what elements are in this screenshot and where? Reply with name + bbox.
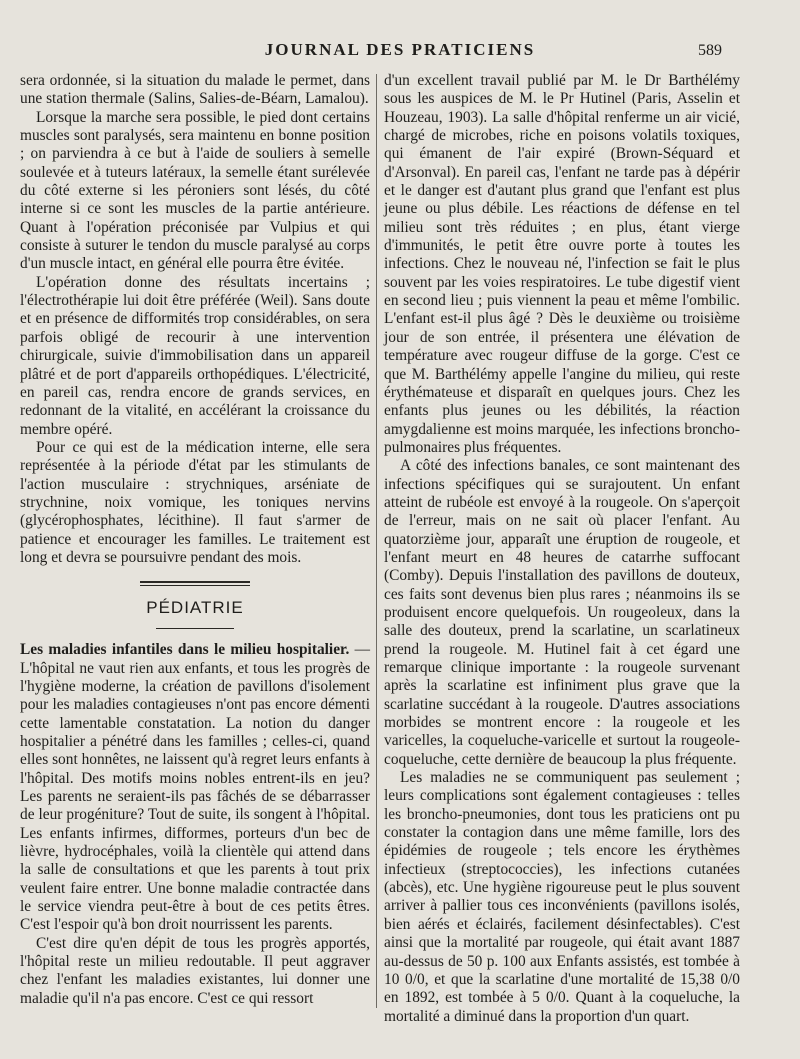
article-title: Les maladies infantiles dans le milieu hospitalier. [20, 641, 350, 659]
section-single-rule [156, 628, 234, 629]
section-double-rule [140, 581, 250, 586]
column-divider [376, 74, 377, 1008]
paragraph: Lorsque la marche sera possible, le pied dont certains muscles sont paralysés, sera maintenu en bonne position ; on parviendra à ce but à l'aide de souliers à semelle soulevée et à tuteurs latéraux, la semelle étant surélevée du côté externe si les péroniers sont lésés, du côté interne si ce sont les muscles de la partie antérieure. Quant à l'opération préconisée par Vulpius et qui consiste à suturer le tendon du muscle paralysé au corps d'un muscle intact, en général elle pourra être évitée. [20, 108, 370, 273]
paragraph: C'est dire qu'en dépit de tous les progrès apportés, l'hôpital reste un milieu redoutable. Il peut aggraver chez l'enfant les maladies existantes, lui donner une maladie qu'il n'a pas encore. C'est ce qui ressort [20, 934, 370, 1007]
paragraph: L'opération donne des résultats incertains ; l'électrothérapie lui doit être préférée (Weil). Sans doute et en présence de difformités trop considérables, on sera parfois obligé de recourir à une intervention chirurgicale, suivie d'immobilisation dans un appareil plâtré et de port d'appareils orthopédiques. L'électricité, en pareil cas, rendra encore de grands services, en redonnant de la vitalité, en accélérant la croissance du membre opéré. [20, 273, 370, 438]
running-head [0, 40, 800, 66]
paragraph: Pour ce qui est de la médication interne, elle sera représentée à la période d'état par les stimulants de l'action musculaire : strychniques, arséniate de strychnine, noix vomique, les toniques nervins (glycérophosphates, lécithine). Il faut s'armer de patience et encourager les familles. Le traitement est long et devra se poursuivre pendant des mois. [20, 438, 370, 566]
paragraph: Les maladies ne se communiquent pas seulement ; leurs complications sont également contagieuses : telles les broncho-pneumonies, dont tous les praticiens ont pu constater la contagion dans une même famille, lors des épidémies de rougeole ; tels encore les érythèmes infectieux (streptococcies), les infections cutanées (abcès), etc. Une hygiène rigoureuse peut le plus souvent arriver à pallier tous ces inconvénients (pavillons isolés, bien aérés et éclairés, facilement désinfectables). C'est ainsi que la mortalité par rougeole, qui était avant 1887 au-dessus de 50 p. 100 aux Enfants assistés, est tombée à 10 0/0, et que la scarlatine d'une mortalité de 15,38 0/0 en 1892, est tombée à 5 0/0. Quant à la coqueluche, la mortalité a diminué dans la proportion d'un quart. [384, 769, 740, 1025]
left-column [20, 72, 370, 1008]
section-heading-block [20, 581, 370, 629]
right-column [384, 72, 740, 1026]
article-first-paragraph [20, 641, 370, 935]
journal-title: JOURNAL DES PRATICIENS [264, 40, 536, 59]
article-text: — L'hôpital ne vaut rien aux enfants, et tous les progrès de l'hygiène moderne, la création de pavillons d'isolement pour les maladies contagieuses n'ont pas encore démenti cette lamentable constatation. La notion du danger hospitalier a pénétré dans les familles ; celles-ci, quand elles sont honnêtes, ne laissent qu'à regret leurs enfants à l'hôpital. Des motifs moins nobles entrent-ils en jeu? Les parents ne seraient-ils pas fâchés de se débarrasser de leur progéniture? Tout de suite, ils songent à l'hôpital. Les enfants infirmes, difformes, porteurs d'un bec de lièvre, hydrocéphales, voilà la clientèle qui attend dans la salle de consultations et que les parents à tout prix veulent faire entrer. Une bonne maladie contractée dans le service viendra peut-être à bout de ces petits êtres. C'est l'espoir qu'à bon droit nourrissent les parents. [20, 641, 370, 934]
section-title: PÉDIATRIE [146, 598, 244, 618]
paragraph: sera ordonnée, si la situation du malade le permet, dans une station thermale (Salins, Salies-de-Béarn, Lamalou). [20, 72, 370, 108]
paragraph: d'un excellent travail publié par M. le Dr Barthélémy sous les auspices de M. le Pr Hutinel (Paris, Asselin et Houzeau, 1903). La salle d'hôpital renferme un air vicié, chargé de microbes, riche en poisons volatils toxiques, qui émanent de l'air expiré (Brown-Séquard et d'Arsonval). En pareil cas, l'enfant ne tarde pas à dépérir et le danger est d'autant plus grand que l'enfant est plus jeune ou plus débile. Les réactions de défense en tel milieu sont très réduites ; en plus, étant vierge d'immunités, le petit être ouvre porte à toutes les infections. Chez le nouveau né, l'infection se fait le plus souvent par les voies respiratoires. Le tube digestif vient en second lieu ; puis viennent la peau et même l'ombilic. L'enfant est-il plus âgé ? Dès le deuxième ou troisième jour de son entrée, il présentera une élévation de température avec rougeur diffuse de la gorge. C'est ce que M. Barthélémy appelle l'angine du milieu, qui reste érythémateuse et disparaît en quelques jours. Chez les enfants plus jeunes ou les débilités, la réaction amygdalienne est moins marquée, les infections broncho-pulmonaires plus fréquentes. [384, 72, 740, 456]
page-number: 589 [698, 42, 722, 59]
paragraph: A côté des infections banales, ce sont maintenant des infections spécifiques qui se surajoutent. Un enfant atteint de rubéole est envoyé à la rougeole. On s'aperçoit de l'erreur, mais on ne sait où placer l'enfant. Au quatorzième jour, apparaît une éruption de rougeole, et l'enfant meurt en 48 heures de catarrhe suffocant (Comby). Depuis l'installation des pavillons de douteux, ces faits sont devenus bien plus rares ; néanmoins ils se produisent encore quelquefois. Un rougeoleux, dans la salle des douteux, prend la scarlatine, un scarlatineux prend la rougeole. M. Hutinel fait à cet égard une remarque clinique importante : la rougeole survenant après la scarlatine est infiniment plus grave que la scarlatine succédant à la rougeole. D'autres associations morbides se montrent encore : la rougeole et les varicelles, la coqueluche-varicelle et surtout la rougeole-coqueluche, cette dernière de beaucoup la plus fréquente. [384, 457, 740, 768]
